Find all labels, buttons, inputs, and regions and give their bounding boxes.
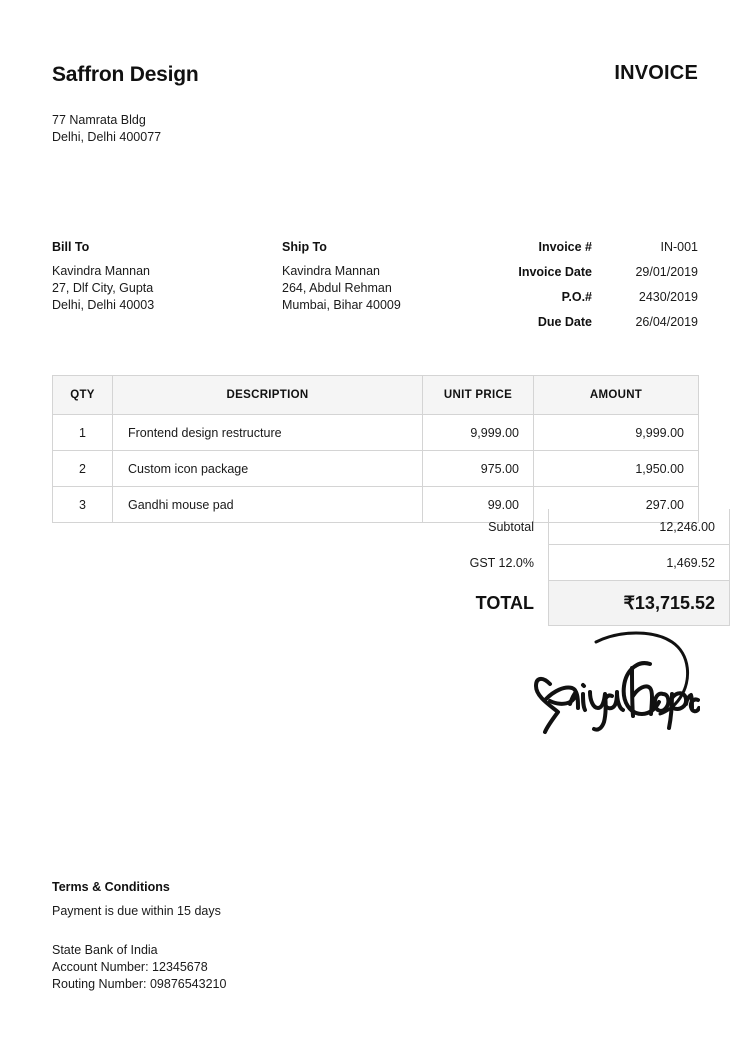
- cell-qty: 3: [53, 487, 113, 523]
- bill-to-line-2: Delhi, Delhi 40003: [52, 298, 155, 312]
- company-address-line-1: 77 Namrata Bldg: [52, 113, 146, 127]
- meta-row-invoice-number: [512, 240, 698, 254]
- cell-description: Frontend design restructure: [113, 415, 423, 451]
- ship-to-line-1: 264, Abdul Rehman: [282, 281, 392, 295]
- tax-value: 1,469.52: [549, 545, 730, 581]
- subtotal-label: Subtotal: [488, 519, 534, 534]
- invoice-footer: [52, 880, 452, 993]
- totals-row-tax: [364, 545, 730, 581]
- ship-to-title: Ship To: [282, 240, 327, 254]
- bill-to-title: Bill To: [52, 240, 90, 254]
- table-row: [53, 415, 699, 451]
- table-row: [53, 451, 699, 487]
- bank-details: [52, 942, 452, 993]
- grand-total-label: TOTAL: [475, 592, 534, 613]
- terms-text: Payment is due within 15 days: [52, 904, 221, 918]
- bank-account-number: Account Number: 12345678: [52, 960, 208, 974]
- signature-image: [520, 628, 700, 740]
- cell-unit-price: 9,999.00: [423, 415, 534, 451]
- ship-to-block: [282, 240, 512, 314]
- terms-title: Terms & Conditions: [52, 880, 170, 894]
- meta-row-invoice-date: [512, 265, 698, 279]
- invoice-header: [52, 62, 698, 87]
- company-name: Saffron Design: [52, 63, 199, 86]
- company-address-line-2: Delhi, Delhi 400077: [52, 130, 162, 144]
- totals-row-grand-total: [364, 581, 730, 626]
- company-address: [52, 112, 161, 146]
- line-items-table: [52, 375, 699, 523]
- meta-label-po-number: P.O.#: [561, 290, 592, 304]
- parties-and-meta: [52, 240, 698, 340]
- meta-value-invoice-date: 29/01/2019: [635, 265, 698, 279]
- cell-unit-price: 99.00: [423, 487, 534, 523]
- column-header-description: DESCRIPTION: [113, 376, 423, 415]
- cell-qty: 2: [53, 451, 113, 487]
- column-header-qty: QTY: [53, 376, 113, 415]
- bill-to-line-1: 27, Dlf City, Gupta: [52, 281, 154, 295]
- invoice-meta-block: [512, 240, 698, 340]
- cell-amount: 9,999.00: [534, 415, 699, 451]
- meta-value-invoice-number: IN-001: [660, 240, 698, 254]
- document-type-label: INVOICE: [614, 62, 698, 84]
- cell-description: Gandhi mouse pad: [113, 487, 423, 523]
- meta-row-due-date: [512, 315, 698, 329]
- cell-description: Custom icon package: [113, 451, 423, 487]
- column-header-amount: AMOUNT: [534, 376, 699, 415]
- subtotal-value: 12,246.00: [549, 509, 730, 545]
- meta-label-invoice-date: Invoice Date: [518, 265, 592, 279]
- meta-row-po-number: [512, 290, 698, 304]
- meta-label-invoice-number: Invoice #: [538, 240, 592, 254]
- meta-value-po-number: 2430/2019: [638, 290, 698, 304]
- meta-label-due-date: Due Date: [537, 315, 592, 329]
- cell-qty: 1: [53, 415, 113, 451]
- cell-amount: 1,950.00: [534, 451, 699, 487]
- bill-to-block: [52, 240, 282, 314]
- tax-label: GST 12.0%: [469, 555, 534, 570]
- bank-routing-number: Routing Number: 09876543210: [52, 977, 227, 991]
- meta-value-due-date: 26/04/2019: [635, 315, 698, 329]
- cell-amount: 297.00: [534, 487, 699, 523]
- signature-icon: [520, 628, 700, 740]
- column-header-unit-price: UNIT PRICE: [423, 376, 534, 415]
- bill-to-name: Kavindra Mannan: [52, 264, 150, 278]
- totals-table: [364, 509, 730, 626]
- ship-to-line-2: Mumbai, Bihar 40009: [282, 298, 401, 312]
- cell-unit-price: 975.00: [423, 451, 534, 487]
- totals-row-subtotal: [364, 509, 730, 545]
- ship-to-name: Kavindra Mannan: [282, 264, 380, 278]
- grand-total-value: ₹13,715.52: [549, 581, 730, 626]
- bank-name: State Bank of India: [52, 943, 158, 957]
- table-header-row: [53, 376, 699, 415]
